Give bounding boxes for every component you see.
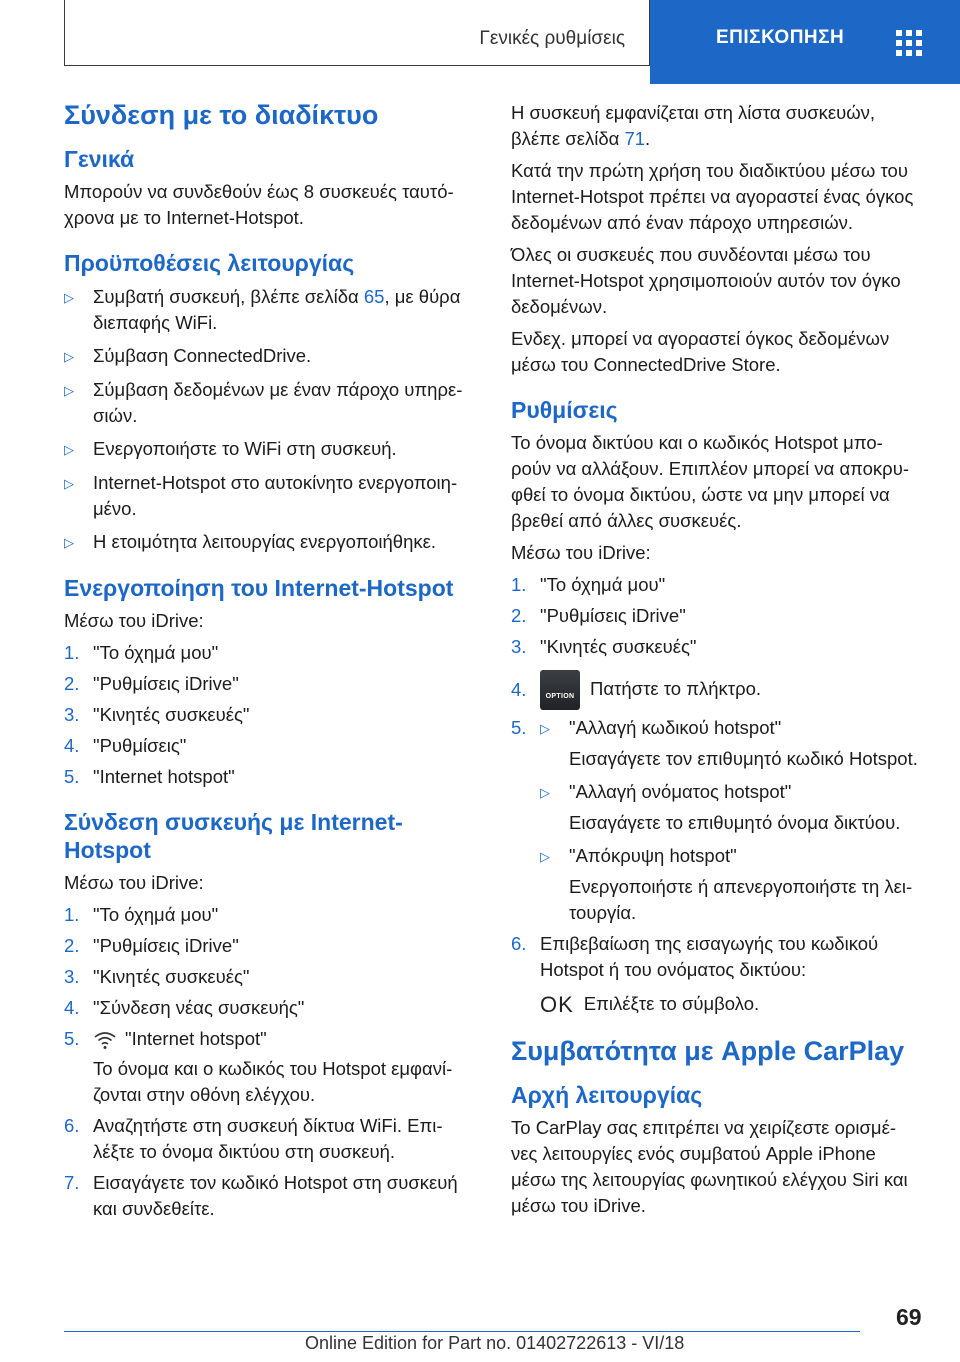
step-item: 3. "Κινητές συσκευές" bbox=[511, 636, 697, 657]
step-note: Ενεργοποιήστε ή απενεργοποιήστε τη λει-τουργία. bbox=[569, 876, 913, 923]
list-item: ▷ Συμβατή συσκευή, βλέπε σελίδα 65, με θύρα διεπαφής WiFi. bbox=[64, 284, 482, 336]
overview-tab[interactable] bbox=[650, 0, 960, 84]
step-item: 1. "Το όχημά μου" bbox=[511, 574, 666, 595]
ok-icon: OK bbox=[540, 992, 574, 1018]
step-note: Εισαγάγετε το επιθυμητό όνομα δικτύου. bbox=[569, 812, 901, 833]
triangle-bullet-icon: ▷ bbox=[64, 442, 74, 457]
step-item: 5. ▷ "Αλλαγή κωδικού hotspot" Εισαγάγετε τον επιθυμητό κωδικό Hotspot. ▷ "Αλλαγή ονόματος hotspot" Εισαγάγετε το επιθυμητό όνομα δικτύου. ▷ "Απόκρυψη hotspot" Ενεργοποιήστε ή απενεργοποιήστε τη λει-τουργία. bbox=[511, 715, 921, 926]
settings-heading: Ρυθμίσεις bbox=[511, 397, 618, 423]
section-title: Σύνδεση με το διαδίκτυο bbox=[64, 100, 379, 130]
step-item: 4. OPTION Πατήστε το πλήκτρο. bbox=[511, 670, 921, 710]
principle-heading: Αρχή λειτουργίας bbox=[511, 1082, 703, 1109]
connect-steps bbox=[64, 902, 482, 1222]
step-item: 2. "Ρυθμίσεις iDrive" bbox=[64, 673, 239, 694]
step-item: 2. "Ρυθμίσεις iDrive" bbox=[511, 605, 686, 626]
step-item: 3. "Κινητές συσκευές" bbox=[64, 704, 250, 725]
step-note: OK Επιλέξτε το σύμβολο. bbox=[540, 992, 760, 1018]
connect-via: Μέσω του iDrive: bbox=[64, 872, 204, 893]
step-item: 5. "Internet hotspot" bbox=[64, 766, 235, 787]
wifi-icon bbox=[93, 1030, 117, 1050]
step-item: 3. "Κινητές συσκευές" bbox=[64, 966, 250, 987]
activate-heading: Ενεργοποίηση του Internet-Hotspot bbox=[64, 575, 454, 601]
connect-heading: Σύνδεση συσκευής με Internet-Hotspot bbox=[64, 809, 403, 863]
list-item: ▷ Σύμβαση δεδομένων με έναν πάροχο υπηρε-σιών. bbox=[64, 377, 482, 429]
general-heading: Γενικά bbox=[64, 146, 135, 172]
prereq-list bbox=[64, 284, 482, 556]
step-note: Εισαγάγετε τον επιθυμητό κωδικό Hotspot. bbox=[569, 748, 918, 769]
step-item: 4. "Σύνδεση νέας συσκευής" bbox=[64, 997, 305, 1018]
option-button-icon: OPTION bbox=[540, 670, 580, 710]
overview-label: ΕΠΙΣΚΟΠΗΣΗ bbox=[716, 27, 845, 48]
page-link[interactable]: 71 bbox=[624, 128, 646, 149]
prereq-heading: Προϋποθέσεις λειτουργίας bbox=[64, 250, 355, 276]
paragraph: Κατά την πρώτη χρήση του διαδικτύου μέσω του Internet-Hotspot πρέπει να αγοραστεί ένας όγκος δεδομένων από έναν πάροχο υπηρεσιών. bbox=[511, 160, 914, 233]
step-item: 6. Επιβεβαίωση της εισαγωγής του κωδικού Hotspot ή του ονόματος δικτύου: bbox=[511, 933, 879, 980]
step-item: 7. Εισαγάγετε τον κωδικό Hotspot στη συσκευή και συνδεθείτε. bbox=[64, 1172, 458, 1219]
list-item: ▷ "Αλλαγή ονόματος hotspot" bbox=[540, 779, 921, 806]
list-item: ▷ Internet-Hotspot στο αυτοκίνητο ενεργοποιη-μένο. bbox=[64, 470, 482, 522]
list-item: ▷ "Απόκρυψη hotspot" bbox=[540, 843, 921, 870]
triangle-bullet-icon: ▷ bbox=[540, 785, 550, 800]
triangle-bullet-icon: ▷ bbox=[64, 349, 74, 364]
step-item: 1. "Το όχημά μου" bbox=[64, 642, 219, 663]
step-item: 4. "Ρυθμίσεις" bbox=[64, 735, 187, 756]
triangle-bullet-icon: ▷ bbox=[540, 721, 550, 736]
page-number: 69 bbox=[896, 1304, 922, 1330]
activate-steps bbox=[64, 640, 482, 790]
step-note: Το όνομα και ο κωδικός του Hotspot εμφανί-ζονται στην οθόνη ελέγχου. bbox=[93, 1058, 453, 1105]
step-item: 5. "Internet hotspot" bbox=[64, 1028, 267, 1049]
list-item: ▷ "Αλλαγή κωδικού hotspot" bbox=[540, 715, 921, 742]
triangle-bullet-icon: ▷ bbox=[64, 383, 74, 398]
header-frame bbox=[64, 0, 650, 66]
triangle-bullet-icon: ▷ bbox=[540, 849, 550, 864]
step-item: 6. Αναζητήστε στη συσκευή δίκτυα WiFi. Επι-λέξτε το όνομα δικτύου στη συσκευή. bbox=[64, 1115, 443, 1162]
settings-steps bbox=[511, 572, 921, 1018]
edition-text: Online Edition for Part no. 01402722613 - VI/18 bbox=[305, 1333, 685, 1353]
overview-grid-icon bbox=[896, 30, 922, 56]
intro-text: Η συσκευή εμφανίζεται στη λίστα συσκευών, βλέπε σελίδα 71. bbox=[511, 102, 876, 149]
paragraph: Όλες οι συσκευές που συνδέονται μέσω του Internet-Hotspot χρησιμοποιούν αυτόν τον όγκο δεδομένων. bbox=[511, 244, 901, 317]
right-column bbox=[511, 100, 921, 1225]
left-column bbox=[64, 100, 482, 1222]
footer-divider bbox=[64, 1331, 860, 1332]
carplay-heading: Συμβατότητα με Apple CarPlay bbox=[511, 1036, 905, 1067]
triangle-bullet-icon: ▷ bbox=[64, 290, 74, 305]
list-item: ▷ Η ετοιμότητα λειτουργίας ενεργοποιήθηκε. bbox=[64, 529, 482, 556]
list-item: ▷ Σύμβαση ConnectedDrive. bbox=[64, 343, 482, 370]
settings-via: Μέσω του iDrive: bbox=[511, 542, 651, 563]
page-link[interactable]: 65 bbox=[363, 286, 385, 307]
list-item: ▷ Ενεργοποιήστε το WiFi στη συσκευή. bbox=[64, 436, 482, 463]
paragraph: Ενδεχ. μπορεί να αγοραστεί όγκος δεδομένων μέσω του ConnectedDrive Store. bbox=[511, 328, 890, 375]
principle-text: Το CarPlay σας επιτρέπει να χειρίζεστε ορισμέ-νες λειτουργίες ενός συμβατού Apple iPhone μέσω της λειτουργίας φωνητικού ελέγχου Siri και μέσω του iDrive. bbox=[511, 1117, 908, 1217]
step-item: 2. "Ρυθμίσεις iDrive" bbox=[64, 935, 239, 956]
triangle-bullet-icon: ▷ bbox=[64, 476, 74, 491]
triangle-bullet-icon: ▷ bbox=[64, 535, 74, 550]
header-section-title: Γενικές ρυθμίσεις bbox=[479, 28, 625, 49]
general-text: Μπορούν να συνδεθούν έως 8 συσκευές ταυτό-χρονα με το Internet-Hotspot. bbox=[64, 181, 454, 228]
step-item: 1. "Το όχημά μου" bbox=[64, 904, 219, 925]
activate-via: Μέσω του iDrive: bbox=[64, 610, 204, 631]
settings-text: Το όνομα δικτύου και ο κωδικός Hotspot μπο-ρούν να αλλάξουν. Επιπλέον μπορεί να αποκρυ-φθεί το όνομα δικτύου, ώστε να μην μπορεί να βρεθεί από άλλες συσκευές. bbox=[511, 432, 909, 531]
